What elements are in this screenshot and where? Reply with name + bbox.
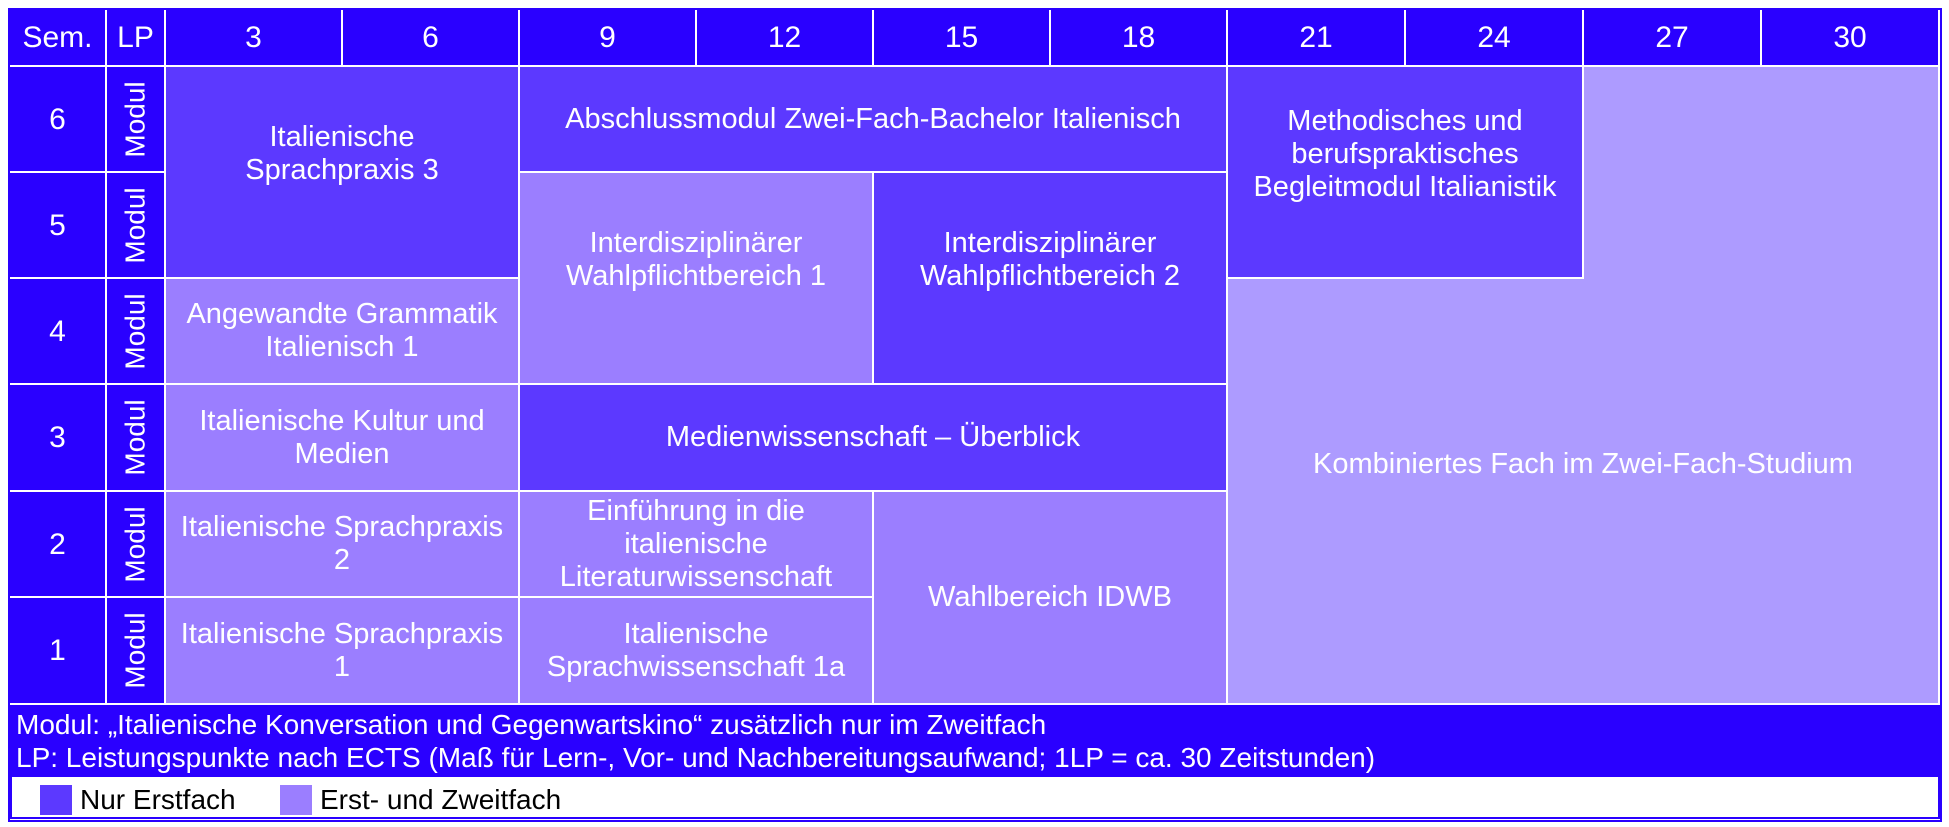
modul-label-2: Modul [107,492,166,598]
module-sprachpraxis-1: Italienische Sprachpraxis 1 [166,598,520,705]
module-wahlbereich-idwb: Wahlbereich IDWB [874,492,1228,705]
module-kombiniertes-fach [1584,67,1940,279]
modul-label-3: Modul [107,385,166,492]
header-col-15: 15 [874,10,1051,67]
modul-label-6: Modul [107,67,166,173]
module-interdisziplinaer-2: Interdisziplinärer Wahlpflichtbereich 2 [874,173,1228,385]
header-col-24: 24 [1406,10,1584,67]
note-modul: Modul: „Italienische Konversation und Gegenwartskino“ zusätzlich nur im Zweitfach [16,709,1047,740]
semester-1: 1 [10,598,107,705]
header-col-12: 12 [697,10,874,67]
semester-3: 3 [10,385,107,492]
module-begleitmodul: Methodisches und berufspraktisches Begleitmodul Italianistik [1228,67,1584,279]
header-col-21: 21 [1228,10,1406,67]
legend-label-beide: Erst- und Zweitfach [320,784,562,815]
module-kultur-medien: Italienische Kultur und Medien [166,385,520,492]
legend-item-erstfach [40,783,236,817]
notes-panel [10,705,1940,775]
semester-5: 5 [10,173,107,279]
note-lp: LP: Leistungspunkte nach ECTS (Maß für Lern-, Vor- und Nachbereitungsaufwand; 1LP = ca. 30 Zeitstunden) [16,742,1376,773]
module-sprachpraxis-3: Italienische Sprachpraxis 3 [166,67,520,279]
header-col-27: 27 [1584,10,1762,67]
modul-label-4: Modul [107,279,166,385]
header-col-9: 9 [520,10,697,67]
module-sprachpraxis-2: Italienische Sprachpraxis 2 [166,492,520,598]
header-col-3: 3 [166,10,343,67]
module-abschlussmodul: Abschlussmodul Zwei-Fach-Bachelor Italienisch [520,67,1228,173]
module-interdisziplinaer-1: Interdisziplinärer Wahlpflichtbereich 1 [520,173,874,385]
header-sem: Sem. [10,10,107,67]
header-col-6: 6 [343,10,520,67]
module-einfuehrung-literatur: Einführung in die italienische Literaturwissenschaft [520,492,874,598]
header-lp: LP [107,10,166,67]
semester-4: 4 [10,279,107,385]
header-col-30: 30 [1762,10,1940,67]
legend-label-erstfach: Nur Erstfach [80,784,236,815]
module-sprachwissenschaft: Italienische Sprachwissenschaft 1a [520,598,874,705]
modul-label-5: Modul [107,173,166,279]
header-col-18: 18 [1051,10,1228,67]
module-kombiniertes-fach-label: Kombiniertes Fach im Zwei-Fach-Studium [1228,279,1940,705]
legend [10,775,1940,819]
module-medienwissenschaft: Medienwissenschaft – Überblick [520,385,1228,492]
legend-swatch-beide [280,785,312,815]
module-angewandte-grammatik: Angewandte Grammatik Italienisch 1 [166,279,520,385]
modul-label-1: Modul [107,598,166,705]
semester-6: 6 [10,67,107,173]
semester-2: 2 [10,492,107,598]
legend-item-beide [280,783,561,817]
legend-swatch-erstfach [40,785,72,815]
